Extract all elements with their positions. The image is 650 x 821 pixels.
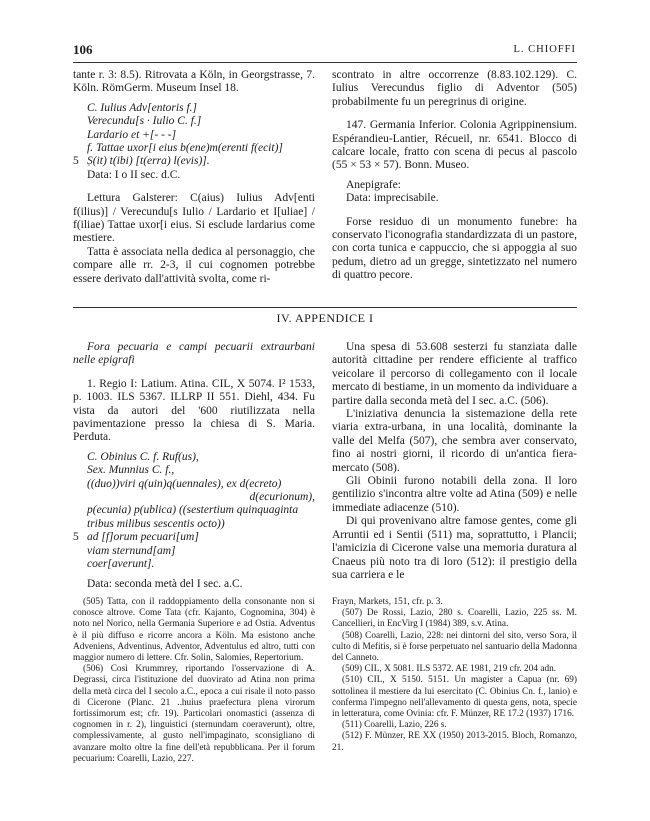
running-head-author: L. CHIOFFI bbox=[513, 44, 576, 55]
inscription-line: viam sternund[am] bbox=[87, 544, 176, 557]
paragraph: tante r. 3: 8.5). Ritrovata a Köln, in Georgstrasse, 7. Köln. RömGerm. Museum Insel 18. bbox=[73, 69, 315, 95]
section-title: IV. APPENDICE I bbox=[276, 311, 374, 325]
inscription-line: Ṣ(it) t(ibi) [t(erra) l(evis)]. bbox=[87, 155, 210, 168]
paragraph: scontrato in altre occorrenze (8.83.102.129). C. Iulius Verecundus figlio di Adventor (505) probabilmente fu un peregrinus di origine. bbox=[332, 69, 577, 108]
inscription-line: d(ecurionum), bbox=[249, 491, 315, 504]
inscription-line: ((duo))viri q(uin)q(uennales), ex d(ecreto) bbox=[87, 477, 282, 490]
footnote: (510) CIL, X 5150. 5151. Un magister a Capua (nr. 69) sottolinea il mestiere da lui esercitato (C. Obinius Cn. f., lanio) e conferma l'impegno nell'allevamento di questa gens, nota, specie in letteratura, come Ovinia: cfr. F. Münzer, RE 17.2 (1937) 1716. bbox=[332, 675, 577, 720]
date-line: Data: seconda metà del I sec. a.C. bbox=[87, 577, 243, 590]
footnote: (511) Coarelli, Lazio, 226 s. bbox=[342, 720, 447, 731]
catalogue-entry-147: 147. Germania Inferior. Colonia Agrippinensium. Espérandieu-Lantier, Récueil, nr. 6541. Blocco di calcare locale, fratto con scena di pecus al pascolo (55 × 53 × 57). Bonn. Museo. bbox=[332, 119, 577, 172]
inscription-line: f. Tattae uxor[i eius b(ene)m(erenti f(ecit)] bbox=[87, 142, 283, 155]
line-number: 5 bbox=[73, 531, 79, 544]
paragraph: Di qui provenivano altre famose gentes, come gli Arruntii ed i Sentii (511) ma, soprattutto, i Plancii; l'amicizia di Cicerone valse una memoria duratura al Cnaeus più noto tra di loro (512): il prestigio della sua carriera e le bbox=[332, 515, 577, 581]
section-rule bbox=[73, 307, 577, 308]
inscription-line: p(ecunia) p(ublica) ((sestertium quinquaginta tribus milibus sescentis octo)) bbox=[87, 504, 299, 530]
anepigraphic-note: Anepigrafe: bbox=[346, 178, 401, 191]
paragraph: L'iniziativa denuncia la sistemazione della rete viaria extra-urbana, in una località, dominante la valle del Melfa (507), che sembra aver conservato, fino ai nostri giorni, il ricordo di un'antica fiera-mercato (508). bbox=[332, 408, 577, 474]
paragraph: Forse residuo di un monumento funebre: ha conservato l'iconografia standardizzata di un pastore, con corta tunica e cappuccio, che si appoggia al suo pedum, dietro ad un gregge, sintetizzato nel numero di quattro pecore. bbox=[332, 215, 577, 282]
footnote: Frayn, Markets, 151, cfr. p. 3. bbox=[332, 597, 443, 607]
footnote: (505) Tatta, con il raddoppiamento della consonante non si conosce altrove. Come Tata (cfr. Kajanto, Cognomina, 304) è noto nel Norico, nella Germania Superiore e ad Ostia. Adventus è il più diffuso e ricorre ancora a Köln. Ma esistono anche Adveniens, Adventinus, Adventor, Adventulus ed altro, tutti con maggior numero di lettere. Cfr. Solin, Salomies, Repertorium. bbox=[73, 597, 315, 664]
inscription-line: C. Iulius Adv[entoris f.] bbox=[87, 101, 198, 114]
paragraph: Gli Obinii furono notabili della zona. Il loro gentilizio s'incontra altre volte ad Atina (509) e nelle immediate adiacenze (510). bbox=[332, 475, 577, 514]
footnotes-right bbox=[332, 597, 577, 754]
inscription-line: Sex. Munnius C. f., bbox=[87, 464, 175, 477]
bottom-right-column bbox=[332, 341, 577, 582]
top-right-column bbox=[332, 69, 577, 283]
page-number: 106 bbox=[73, 42, 93, 57]
top-left-column bbox=[73, 69, 315, 286]
paragraph: Una spesa di 53.608 sesterzi fu stanziata dalle autorità cittadine per rendere efficiente al traffico veicolare il percorso di collegamento con il locale mercato di bestiame, in un momento da individuare a partire dalla seconda metà del I sec. a.C. (506). bbox=[332, 341, 577, 407]
header-rule bbox=[73, 62, 577, 63]
catalogue-entry-1: 1. Regio I: Latium. Atina. CIL, X 5074. I² 1533, p. 1003. ILS 5367. ILLRP II 551. Diehl, 434. Fu vista da autori del '600 riutilizzata nella pavimentazione presso la chiesa di S. Maria. Perduta. bbox=[73, 377, 315, 444]
bottom-left-column bbox=[73, 341, 315, 591]
footnote: (508) Coarelli, Lazio, 228: nei dintorni del sito, verso Sora, il culto di Mefitis, si è forse perpetuato nel santuario della Madonna del Canneto. bbox=[332, 630, 578, 664]
paragraph: Lettura Galsterer: C(aius) Iulius Adv[enti f(ilius)] / Verecundu[s Iulio / Lardario et I[uliae] / f(iliae) Tattae uxor[i eius. Si esclude lardarius come mestiere. bbox=[73, 192, 315, 245]
line-number: 5 bbox=[73, 155, 79, 168]
date-line: Data: I o II sec. d.C. bbox=[87, 168, 181, 181]
subsection-heading: Fora pecuaria e campi pecuarii extraurbani nelle epigrafi bbox=[73, 341, 315, 367]
inscription-line: Lardario et +[- - -] bbox=[87, 128, 177, 141]
footnote: (506) Così Krummrey, riportando l'osservazione di A. Degrassi, circa l'istituzione del duovirato ad Atina non prima della metà circa del I secolo a.C., epoca a cui risale il noto passo di Cicerone (Planc. 21 ..huius praefectura plena virorum fortissimorum est; cfr. 19). Particolari onomastici (assenza di cognomen in r. 2), linguistici (sternundam coeraverunt), oltre, complessivamente, al gusto nell'impaginato, sconsigliano di avanzare molto oltre la fine dell'età repubblicana. Per il forum pecuarium: Coarelli, Lazio, 227. bbox=[73, 664, 315, 764]
paragraph: Tatta è associata nella dedica al personaggio, che compare alle rr. 2-3, il cui cognomen potrebbe essere derivato dall'attività svolta, come ri- bbox=[73, 245, 315, 285]
inscription-line: C. Obinius C. f. Ruf(us), bbox=[87, 450, 199, 463]
inscription-line: ad [f]orum pecuari[um] bbox=[87, 531, 199, 544]
inscription-line: Verecundu[s · Iulio C. f.] bbox=[87, 115, 202, 128]
date-line: Data: imprecisabile. bbox=[346, 192, 439, 205]
footnotes-left bbox=[73, 597, 315, 765]
footnote: (512) F. Münzer, RE XX (1950) 2013-2015. Bloch, Romanzo, 21. bbox=[332, 731, 577, 753]
footnote: (509) CIL, X 5081. ILS 5372. AE 1981, 219 cfr. 204 adn. bbox=[342, 664, 557, 675]
footnote: (507) De Rossi, Lazio, 280 s. Coarelli, Lazio, 225 ss. M. Cancellieri, in EncVirg I (1984) 389, s.v. Atina. bbox=[332, 608, 577, 630]
inscription-line: coer[averunt]. bbox=[87, 558, 155, 571]
